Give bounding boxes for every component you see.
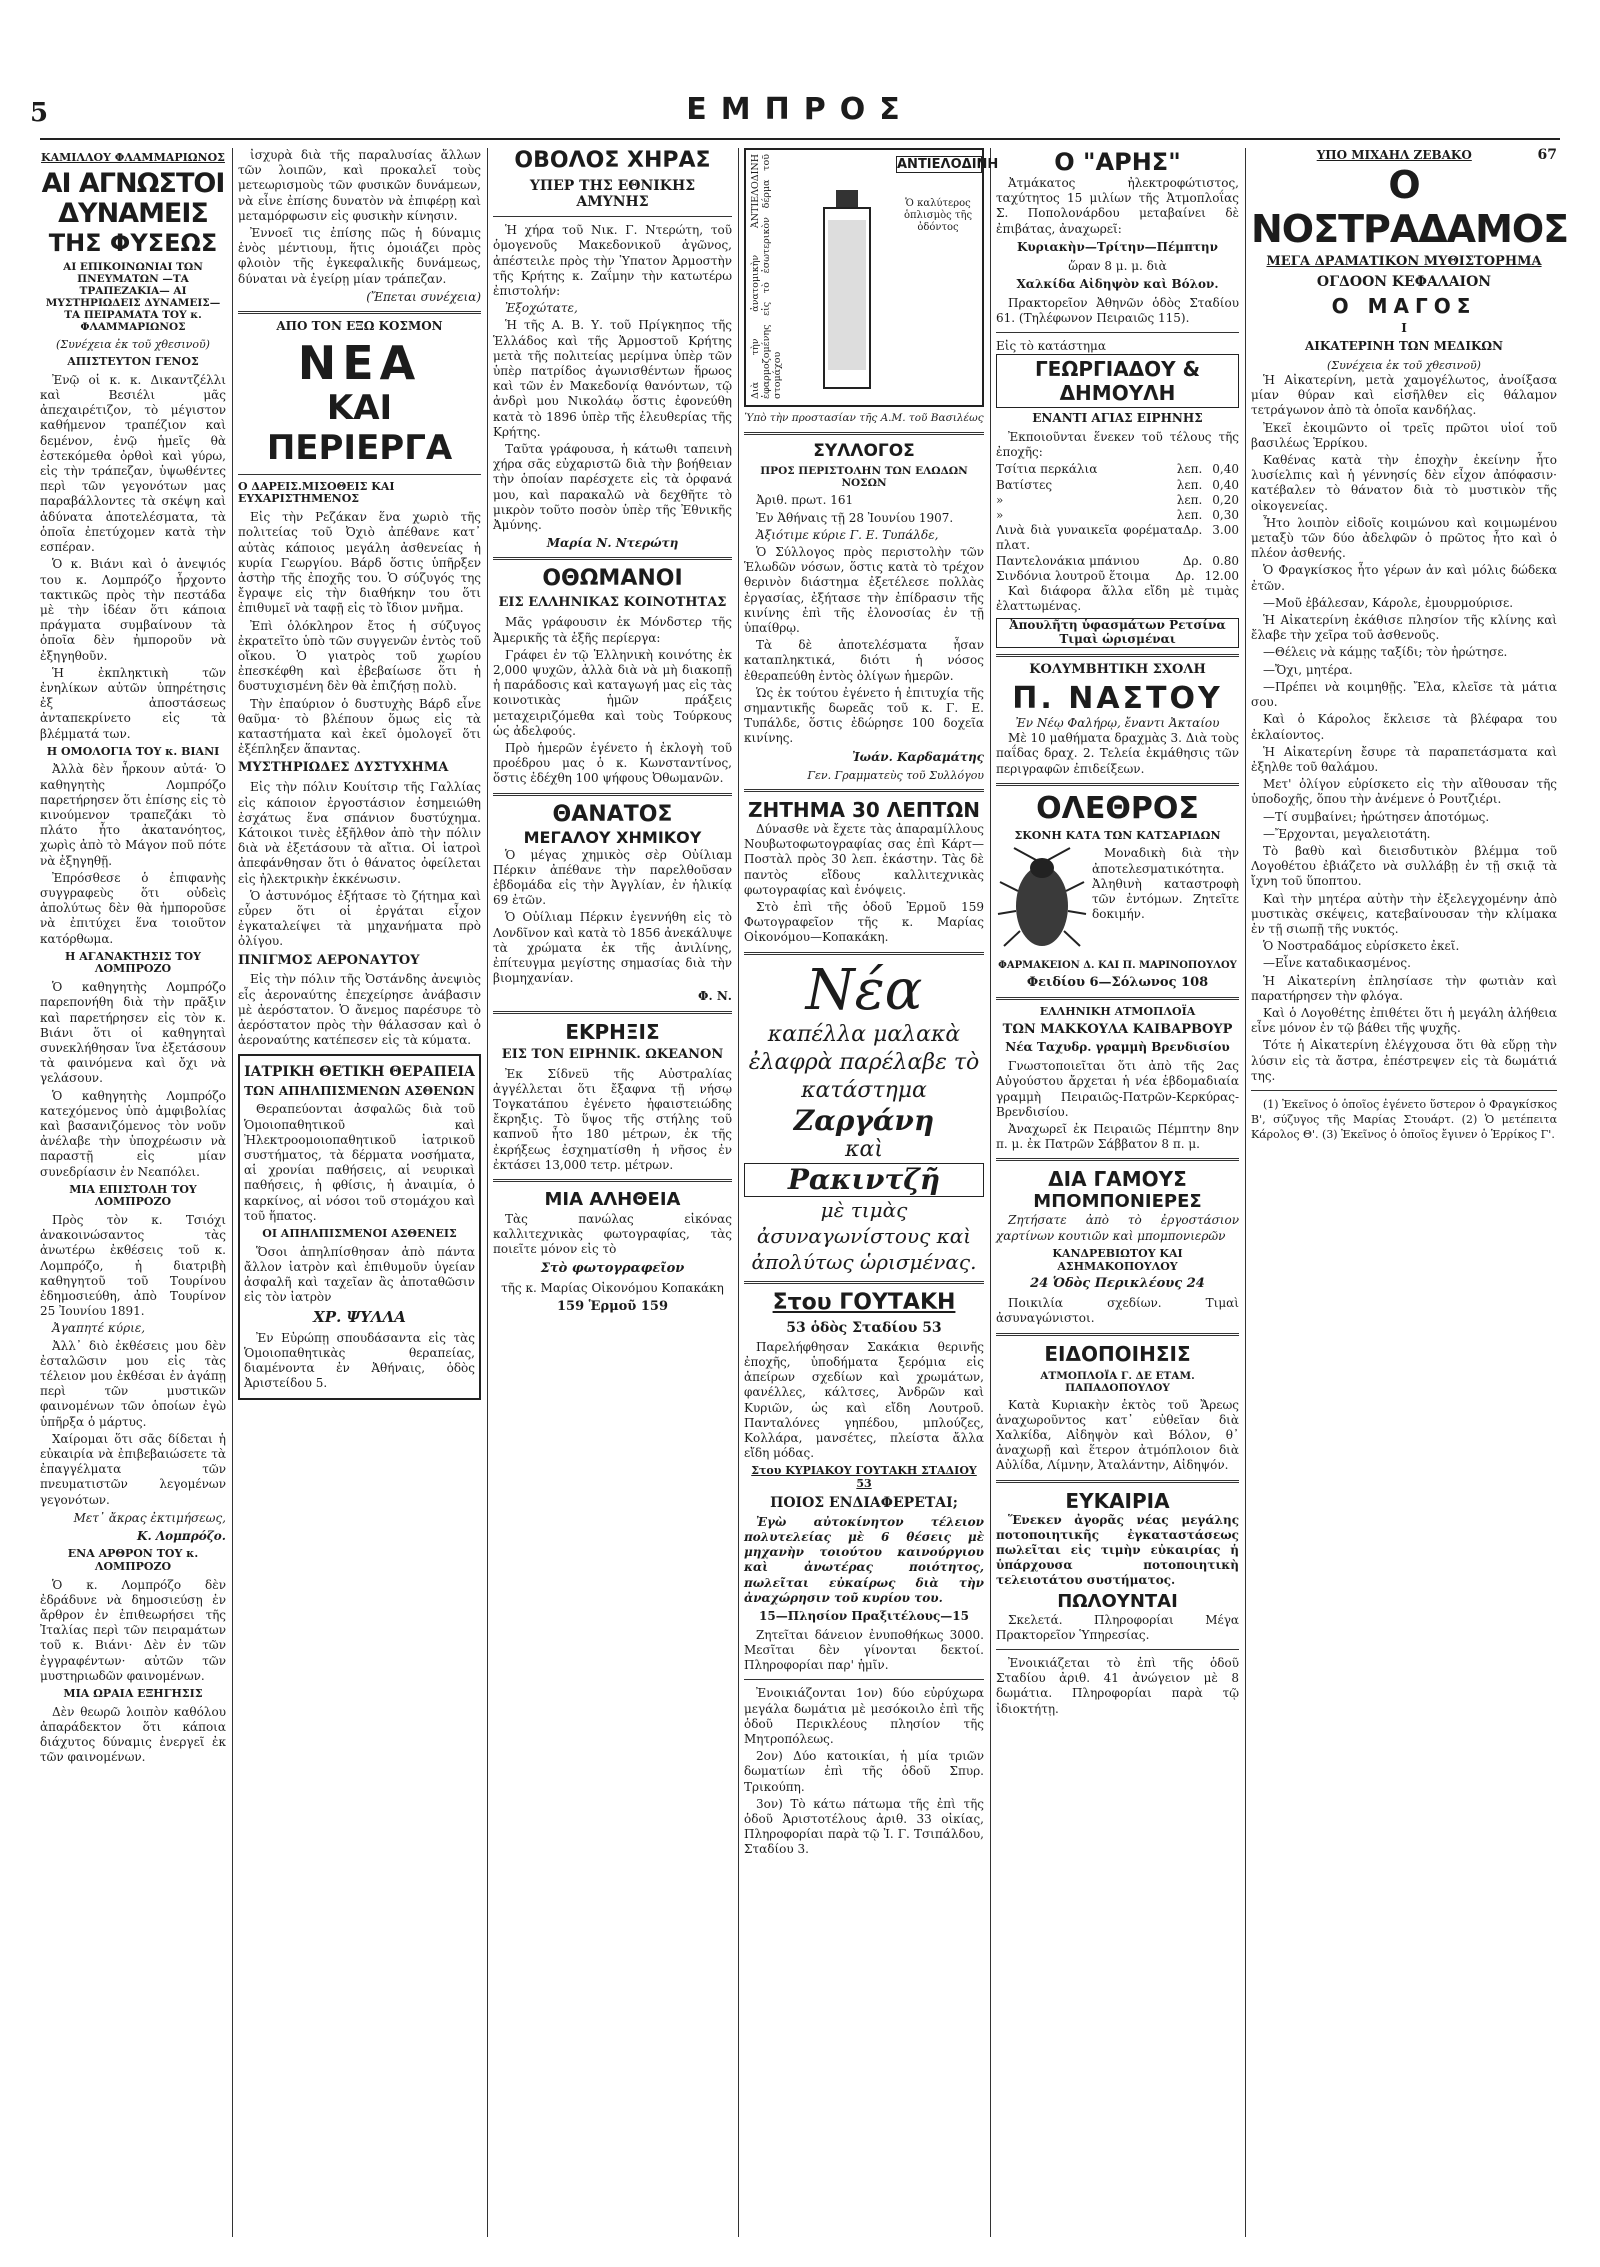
homeopathy-advert bbox=[238, 1054, 481, 1399]
swim-school-name: Π. ΝΑΣΤΟΥ bbox=[1012, 680, 1223, 716]
paragraph: Ἀλλὰ δὲν ἦρκουν αὐτά· Ὁ καθηγητὴς Λομπρόζο παρετήρησεν ὅτι ἐπίσης εἰς τὸ κινούμενον τραπεζάκι τὸ πλάτο ἦτο ἀκατανόητος, χωρὶς ἀπὸ τὸ Μάγον ποῦ πότε νὰ ἐξηγηθῇ. bbox=[40, 762, 226, 868]
paragraph: Ὁ Φραγκίσκος ἦτο γέρων ἀν καὶ μόλις δώδεκα ἐτῶν. bbox=[1251, 563, 1557, 593]
column-2-news bbox=[238, 148, 481, 2237]
pharmacy-name: ΦΑΡΜΑΚΕΙΟΝ Δ. ΚΑΙ Π. ΜΑΡΙΝΟΠΟΥΛΟΥ bbox=[998, 960, 1237, 972]
paragraph: Ἐνῷ οἱ κ. κ. Δικαντζέλλι καὶ Βεσιέλι μᾶς ἀπεχαιρέτιζον, τὸ μέγιστον καθήμενον τραπέζιον καὶ δεμένον, ἐνῷ ἡμεῖς θὰ ἐστεκόμεθα ὀρθοὶ καὶ γύρω, εἰς τὴν τράπεζαν, ὑψωθέντες περὶ τῶν γεγονότων μας παραβάλλοντες τὰ σκέψη καὶ ἀδύνατα ἀποτελέσματα, τὰ ὁποῖα ἐπετύχομεν κατὰ τὴν εσπέραν. bbox=[40, 372, 226, 555]
advert-text: Στὸ ἐπὶ τῆς ὁδοῦ Ἑρμοῦ 159 Φωτογραφεῖον τῆς κ. Μαρίας Οἰκονόμου—Κοπακάκη. bbox=[744, 900, 984, 945]
paragraph: Εἰς τὴν πόλιν Κουίτσιρ τῆς Γαλλίας εἰς κάποιον ἐργοστάσιον ἐσημειώθη ἐσχάτως ἕνα σπάνιον δυστύχημα. Κάτοικοι τινὲς ἐξῆλθον ἀπὸ τὴν πόλιν διὰ νὰ ἐξετάσουν τὰ αἴτια. Οἱ ἰατροὶ ἀπεφάνθησαν ὅτι ὁ θάνατος ὀφείλεται εἰς ἠλεκτρικὴν ἐκκένωσιν. bbox=[238, 780, 481, 886]
serial-header bbox=[1251, 148, 1557, 163]
section-heading: ΑΠΙΣΤΕΥΤΟΝ ΓΕΝΟΣ bbox=[67, 355, 199, 369]
store-location: ΕΝΑΝΤΙ ΑΓΙΑΣ ΕΙΡΗΝΗΣ bbox=[1032, 411, 1203, 426]
advert-address: 159 Ἑρμοῦ 159 bbox=[557, 1298, 668, 1314]
paragraph: Ὁ Οὐίλιαμ Πέρκιν ἐγεννήθη εἰς τὸ Λονδῖνον καὶ κατὰ τὸ 1856 ἀνεκάλυψε τὰ χρώματα ἐκ τῆς ἀνιλίνης, ἐπίτευγμα μεγίστης σημασίας διὰ τὴν βιομηχανίαν. bbox=[493, 910, 732, 986]
paragraph: Πρὸ ἡμερῶν ἐγένετο ἡ ἐκλογὴ τοῦ προέδρου μας ὁ κ. Κωνσταντίνος, ὅστις ἐδέχθη 100 ψήφους Ὀθωμανῶν. bbox=[493, 741, 732, 786]
section-title-periergas: ΚΑΙ ΠΕΡΙΕΡΓΑ bbox=[266, 387, 453, 468]
page-number: 5 bbox=[30, 98, 49, 128]
paragraph: Ἡ Αἰκατερίνη ἐκάθισε πλησίον τῆς κλίνης καὶ ἔλαβε τὴν χεῖρα τοῦ ἀσθενοῦς. bbox=[1251, 613, 1557, 643]
column-divider bbox=[738, 148, 739, 2237]
divider bbox=[493, 1011, 732, 1014]
advert-subheading: ΤΩΝ ΑΠΗΛΠΙΣΜΕΝΩΝ ΑΣΘΕΝΩΝ bbox=[244, 1083, 475, 1098]
line-kicker: ΕΛΛΗΝΙΚΗ ΑΤΜΟΠΛΟΪΑ bbox=[1039, 1004, 1196, 1018]
destinations: Χαλκίδα Αἰδηψὸν καὶ Βόλον. bbox=[1016, 276, 1219, 291]
serial-title: Ο ΝΟΣΤΡΑΔΑΜΟΣ bbox=[1251, 163, 1569, 252]
paragraph: —Εἶνε καταδικασμένος. bbox=[1263, 956, 1411, 971]
section-heading: ΕΝΑ ΑΡΘΡΟΝ ΤΟΥ κ. ΛΟΜΠΡΟΖΟ bbox=[67, 1547, 199, 1573]
paragraph: Τὰ δὲ ἀποτελέσματα ἦσαν καταπληκτικά, διότι ἡ νόσος ἐθεραπεύθη ἐντὸς ὀλίγων ἡμερῶν. bbox=[744, 638, 984, 683]
opportunity-title: ΕΥΚΑΙΡΙΑ bbox=[1065, 1488, 1170, 1513]
price-item: Λινὰ διὰ γυναικεῖα φορέματα πλατ. bbox=[996, 523, 1183, 553]
column-divider bbox=[990, 148, 991, 2237]
medicine-bottle-icon bbox=[812, 190, 892, 390]
price-row bbox=[996, 554, 1239, 569]
advert-address: 53 ὁδὸς Σταδίου 53 bbox=[786, 1319, 942, 1336]
price-value: 12.00 bbox=[1204, 568, 1239, 583]
price-list bbox=[996, 462, 1239, 584]
salutation: Ἀξιότιμε κύριε Γ. Ε. Τυπάλδε, bbox=[756, 527, 939, 542]
factory-name: ΚΑΝΔΡΕΒΙΩΤΟΥ ΚΑΙ ΑΣΗΜΑΚΟΠΟΥΛΟΥ bbox=[1052, 1246, 1183, 1273]
cockroach-icon bbox=[996, 846, 1088, 956]
hats-advert-title: Νέα bbox=[805, 957, 923, 1023]
serial-number: 67 bbox=[1537, 147, 1557, 163]
price-unit: λεπ. bbox=[1176, 477, 1203, 492]
paragraph: Ἀλλ᾽ διὸ ἐκθέσεις μου δὲν ἐσταλῶσιν μου εἰς τὰς τέλειον μου ἐκθέσαι ἐν ἀγάπῃ περὶ τῶν μυστικῶν φαινομένων τῶν ὁποίων ἐγὼ ὑπῆρξα ὁ μάρτυς. bbox=[40, 1338, 226, 1429]
paragraph: Ἡ τῆς Α. Β. Υ. τοῦ Πρίγκηπος τῆς Ἑλλάδος καὶ τῆς Ἁρμοστοῦ Κρήτης μετὰ τῆς πολιτείας μερίμνα ὑπὲρ τῶν ὑπὲρ πατρίδος ἀγωνισθέντων ἥρωος καὶ τῶν ἐν Μακεδονίᾳ θανόντων, τῷ ἀνδρὶ μου Νικολάῳ ὅστις ἐφονεύθη κατὰ τὸ 1896 ὑπὲρ τῆς ἐλευθερίας τῆς Κρήτης. bbox=[493, 318, 732, 439]
advert-kicker: Εἰς τὸ κατάστημα bbox=[996, 339, 1106, 354]
paragraph: Ὁ καθηγητὴς Λομπρόζο παρεπονήθη διὰ τὴν πρᾶξιν καὶ παρετήρησεν εἰς τὸν κ. Βιάνι ὅτι οἱ καθηγηταὶ συνεκλήθησαν ἵνα ἐξετάσουν τὰ φαινόμενα καὶ ὄχι νὰ γελάσουν. bbox=[40, 980, 226, 1086]
paragraph: Ταῦτα γράφουσα, ἡ κάτωθι ταπεινὴ χήρα σᾶς εὐχαριστῶ διὰ τὴν βοήθειαν τὴν ὁποίαν παρέσχετε εἰς τὰ ὀρφανά μου, καὶ παρακαλῶ νὰ δεχθῆτε τὸ μικρὸν τοῦτο ποσὸν ὑπὲρ τῆς Ἐθνικῆς Ἀμύνης. bbox=[493, 442, 732, 533]
letter-closing: Μετ᾽ ἄκρας ἐκτιμήσεως, bbox=[73, 1510, 226, 1525]
paragraph: Μᾶς γράφουσιν ἐκ Μόνδστερ τῆς Ἀμερικῆς τὰ ἑξῆς περίεργα: bbox=[493, 615, 732, 645]
salutation: Ἀγαπητέ κύριε, bbox=[52, 1321, 146, 1336]
paragraph: Ὡς ἐκ τούτου ἐγένετο ἡ ἐπιτυχία τῆς σημαντικῆς δωρεᾶς τοῦ κ. Γ. Ε. Τυπάλδε, ὅστις ἐδώρησε 100 δοχεῖα κινίνης. bbox=[744, 685, 984, 746]
factory-address: 24 Ὁδὸς Περικλέους 24 bbox=[1030, 1276, 1205, 1292]
divider bbox=[1251, 1090, 1557, 1091]
paragraph: Τὸ βαθὺ καὶ διεισδυτικὸν βλέμμα τοῦ Λογοθέτου ἐβιάζετο νὰ συλλάβῃ ἐν τῇ σκιᾷ τὰ ἴχνη τοῦ ὕποπτου. bbox=[1251, 843, 1557, 889]
price-value: 0,40 bbox=[1212, 477, 1239, 492]
divider bbox=[744, 432, 984, 435]
signature: Φ. Ν. bbox=[698, 989, 732, 1004]
paragraph: —Ὄχι, μητέρα. bbox=[1263, 662, 1353, 677]
article-title: ΕΚΡΗΞΙΣ bbox=[565, 1019, 660, 1044]
advert-text: Ἕνεκεν ἀγορᾶς νέας μεγάλης ποτοποιητικῆς ἐγκαταστάσεως πωλεῖται εἰς τιμὴν εὐκαιρίας ἡ ὑπάρχουσα ποτοποιητικὴ τελειοτάτου συστήματος. bbox=[996, 1512, 1239, 1588]
advert-text: Ἐκποιοῦνται ἕνεκεν τοῦ τέλους τῆς ἐποχῆς: bbox=[996, 430, 1239, 460]
column-divider bbox=[232, 148, 233, 2237]
price-item: Βατίστες bbox=[996, 477, 1053, 492]
signature: Ἰωάν. Καρδαμάτης bbox=[852, 749, 984, 764]
paragraph: Τὰς πανώλας εἰκόνας καλλιτεχνικὰς φωτογραφίας, τὰς ποιεῖτε μόνον εἰς τὸ bbox=[493, 1212, 732, 1257]
letter-date: Ἐν Ἀθήναις τῇ 28 Ἰουνίου 1907. bbox=[756, 510, 954, 525]
section-heading: Η ΑΓΑΝΑΚΤΗΣΙΣ ΤΟΥ ΛΟΜΠΡΟΖΟ bbox=[65, 949, 201, 976]
chapter-subtitle: ΑΙΚΑΤΕΡΙΝΗ ΤΩΝ ΜΕΔΙΚΩΝ bbox=[1304, 339, 1504, 354]
article-title-2: ΤΗΣ ΦΥΣΕΩΣ bbox=[48, 228, 218, 257]
article-title: ΑΙ ΑΓΝΩΣΤΟΙ ΔΥΝΑΜΕΙΣ bbox=[41, 167, 225, 229]
paragraph: Ἐκεῖ ἐκοιμῶντο οἱ τρεῖς πρῶτοι υἱοί τοῦ βασιλέως Ἑρρίκου. bbox=[1251, 420, 1557, 450]
paragraph: Ἐκ Σίδνεϋ τῆς Αὐστραλίας ἀγγέλλεται ὅτι ἔξαφνα τῇ νήσῳ Τογκατάπου ἐγένετο ἡφαιστειώδης ἔκρηξις. Τὸ ὕψος τῆς στήλης τοῦ καπνοῦ ἦτο 180 μέτρων, ἐκ τῆς ἐκρήξεως ἐσχηματίσθη ἡ νῆσος ἐν ἐκτάσει 13,000 τετρ. μέτρων. bbox=[493, 1066, 732, 1172]
divider bbox=[996, 783, 1239, 786]
advert-text: Θεραπεύονται ἀσφαλῶς διὰ τοῦ Ὁμοιοπαθητικοῦ καὶ Ἠλεκτροομοιοπαθητικοῦ ἰατρικοῦ συστήματος, τὰ δέρματα νοσήματα, αἱ χρονίαι παθήσεις, αἱ νευρικαὶ παθήσεις, ἡ φθίσις, ἡ ἀναιμία, ὁ καρκίνος, αἱ νόσοι τοῦ στομάχου καὶ τοῦ ἥπατος. bbox=[244, 1102, 475, 1223]
paragraph: Μετ' ὀλίγον εὑρίσκετο εἰς τὴν αἴθουσαν τῆς ὑποδοχῆς, ὅπου τὴν ἀνέμενε ὁ Ρουτζιέρι. bbox=[1251, 777, 1557, 807]
price-row bbox=[996, 462, 1239, 477]
paragraph: Καθένας κατὰ τὴν ἐποχὴν ἐκείνην ἦτο λυσίελπις καὶ ἡ γέννησίς δὲν εἶχον ἀπόφασιν· κατέβαλεν τὸ θάνατον διὰ τὸ μυστικὸν τῆς οἰκογενείας. bbox=[1251, 453, 1557, 513]
advert-text: Ἐγὼ αὐτοκίνητον τέλειον πολυτελείας μὲ 6 θέσεις μὲ μηχανὴν τοιούτου καινούργιου καὶ ἀνωτέρας ποιότητος, πωλεῖται εὐκαίρως διὰ τὴν ἀναχώρησιν τοῦ κυρίου του. bbox=[744, 1514, 984, 1605]
store-title: ΓΕΩΡΓΙΑΔΟΥ & ΔΗΜΟΥΛΗ bbox=[996, 354, 1239, 408]
footnotes: (1) Ἐκεῖνος ὁ ὁποῖος ἐγένετο ὕστερον ὁ Φραγκίσκος Β', σύζυγος τῆς Μαρίας Στουάρτ. (2) Ὁ μετέπειτα Κάρολος Θ'. (3) Ἐκεῖνος ὁ ὁποῖος ἔγινεν ὁ Ἑρρίκος Γ'. bbox=[1251, 1097, 1557, 1142]
notice-title: ΕΙΔΟΠΟΙΗΣΙΣ bbox=[1044, 1341, 1191, 1366]
hats-advert-text: καπέλλα μαλακὰ ἐλαφρὰ παρέλαβε τὸ κατάστημα bbox=[748, 1021, 980, 1103]
column-divider bbox=[487, 148, 488, 2237]
column-4-adverts bbox=[744, 148, 999, 2237]
masthead: ΕΜΠΡΟΣ bbox=[686, 92, 914, 127]
column-divider bbox=[1245, 148, 1246, 2237]
price-row bbox=[996, 478, 1239, 493]
divider bbox=[996, 997, 1239, 1000]
news-heading: Ο ΔΑΡΕΙΣ.ΜΙΣΟΘΕΙΣ ΚΑΙ ΕΥΧΑΡΙΣΤΗΜΕΝΟΣ bbox=[238, 479, 395, 506]
advert-subheading: ΟΙ ΑΠΗΛΠΙΣΜΕΝΟΙ ΑΣΘΕΝΕΙΣ bbox=[262, 1227, 457, 1240]
price-value: 3.00 bbox=[1212, 523, 1239, 538]
paragraph: Καὶ τὴν μητέρα αὐτὴν τὴν ἐξελεγχομένην ἀπὸ μυστικὰς σκέψεις, κατεβαίνουσαν τὴν κλίμακα ἐν τῇ σιωπῇ τῆς νυκτός. bbox=[1251, 891, 1557, 936]
byline: ΚΑΜΙΛΛΟΥ ΦΛΑΜΜΑΡΙΩΝΟΣ bbox=[41, 151, 225, 164]
advert-text: Ζητεῖται δάνειον ἐνυποθήκως 3000. Μεσῖται δὲν γίνονται δεκτοί. Πληροφορίαι παρ' ἡμῖν. bbox=[744, 1627, 984, 1673]
advert-heading: ΙΑΤΡΙΚΗ ΘΕΤΙΚΗ ΘΕΡΑΠΕΙΑ bbox=[244, 1064, 475, 1081]
news-heading: ΠΝΙΓΜΟΣ ΑΕΡΟΝΑΥΤΟΥ bbox=[238, 952, 420, 968]
paragraph: —Μοῦ ἐβάλεσαν, Κάρολε, ἐμουρμούρισε. bbox=[1263, 595, 1514, 610]
advert-title: ΖΗΤΗΜΑ 30 ΛΕΠΤΩΝ bbox=[747, 797, 981, 822]
advert-text: Σκελετά. Πληροφορίαι Μέγα Πρακτορεῖον Ὑπηρεσίας. bbox=[996, 1612, 1239, 1642]
antielodini-advert bbox=[744, 148, 999, 407]
divider bbox=[744, 1281, 984, 1284]
paragraph: Ἡ Αἰκατερίνη ἔσυρε τὰ παραπετάσματα καὶ ἐξηλθε τοῦ θαλάμου. bbox=[1251, 744, 1557, 774]
price-unit: Δρ. bbox=[1182, 553, 1203, 568]
sailing-days: Κυριακὴν—Τρίτην—Πέμπτην bbox=[1017, 239, 1218, 254]
article-subtitle: ΜΕΓΑΛΟΥ ΧΗΜΙΚΟΥ bbox=[523, 827, 702, 847]
divider bbox=[493, 557, 732, 560]
price-row bbox=[996, 508, 1239, 523]
advert-text: Καὶ διάφορα ἄλλα εἴδη μὲ τιμὰς ἐλαττωμένας. bbox=[996, 584, 1239, 614]
article-subtitle: ΥΠΕΡ ΤΗΣ ΕΘΝΙΚΗΣ ΑΜΥΝΗΣ bbox=[529, 178, 696, 211]
for-sale-title: ΠΩΛΟΥΝΤΑΙ bbox=[1057, 1590, 1178, 1612]
advert-text: Πρακτορεῖον Ἀθηνῶν ὁδὸς Σταδίου 61. (Τηλέφωνον Πειραιῶς 115). bbox=[996, 295, 1239, 325]
advert-text: Ποικιλία σχεδίων. Τιμαὶ ἀσυναγώνιστοι. bbox=[996, 1296, 1239, 1326]
advert-title: ΠΟΙΟΣ ΕΝΔΙΑΦΕΡΕΤΑΙ; bbox=[770, 1494, 958, 1511]
price-row bbox=[996, 523, 1239, 553]
divider bbox=[493, 216, 732, 217]
article-subtitle: ΕΙΣ ΤΟΝ ΕΙΡΗΝΙΚ. ΩΚΕΑΝΟΝ bbox=[501, 1046, 724, 1062]
price-unit: Δρ. bbox=[1182, 523, 1203, 538]
column-3-articles bbox=[493, 148, 732, 2237]
paragraph: Ὁ Σύλλογος πρὸς περιστολὴν τῶν Ἑλωδῶν νόσων, ὅστις κατὰ τὸ τρέχον θερινὸν διάστημα ἐξετέλεσε πολλὰς ἐργασίας, ἐξήτασε τὴν ἐπίδρασιν τῆς κινίνης ἐπὶ τῆς ἐλονοσίας ἐν τῇ ὑπαίθρῳ. bbox=[744, 544, 984, 635]
section-heading: Η ΟΜΟΛΟΓΙΑ ΤΟΥ κ. ΒΙΑΝΙ bbox=[46, 744, 220, 758]
price-item: Σινδόνια λουτροῦ ἕτοιμα bbox=[996, 568, 1150, 583]
price-value: 0,30 bbox=[1212, 508, 1239, 523]
oleuthros-body bbox=[996, 846, 1239, 956]
article-title: ΟΒΟΛΟΣ ΧΗΡΑΣ bbox=[514, 148, 711, 173]
section-heading: ΜΙΑ ΩΡΑΙΑ ΕΞΗΓΗΣΙΣ bbox=[63, 1686, 203, 1700]
wedding-subtitle: ΜΠΟΜΠΟΝΙΕΡΕΣ bbox=[1033, 1191, 1202, 1213]
paragraph: ἰσχυρὰ διὰ τῆς παραλυσίας ἄλλων τῶν λοιπῶν, καὶ προκαλεῖ τοὺς μετεωρισμοὺς τῶν φυσικῶν δυνάμεων, νὰ εἶνε ἐπίσης δυνατὸν νὰ ἐπιφέρῃ καὶ μεταμόρφωσιν εἰς φυσικὴν κίνησιν. bbox=[238, 148, 481, 223]
price-unit: λεπ. bbox=[1176, 508, 1203, 523]
paragraph: Εἰς τὴν Ρεζάκαν ἕνα χωριὸ τῆς πολιτείας τοῦ Ὀχιὸ ἀπέθανε κατ᾽ αὐτὰς κάποιος μεγάλη ἀσθενείας ἡ κυρία Γεωργίου. Βάρδ ὅστις ὑπῆρξεν ἀστὴρ τῆς ἐποχῆς του. Ὁ σύζυγός της ἔγραψε εἰς τὴν διαθήκην του ὅτι ἐπιθυμεῖ νὰ ταφῇ εἰς τὸ ἴδιον μνῆμα. bbox=[238, 510, 481, 616]
price-unit: λεπ. bbox=[1176, 462, 1203, 477]
paragraph: Ἡ Αἰκατερίνη ἐπλησίασε τὴν φωτιὰν καὶ παρατήρησεν τὴν φλόγα. bbox=[1251, 973, 1557, 1003]
paragraph: Τότε ἡ Αἰκατερίνη ἐλέγχουσα ὅτι θὰ εὕρῃ τὴν λύσιν εἰς τὰ ἄστρα, ἐπέστρεψεν εἰς τὰ δωμάτιά της. bbox=[1251, 1038, 1557, 1083]
hats-advert-and: καὶ bbox=[845, 1136, 883, 1162]
protocol-number: Ἀριθ. πρωτ. 161 bbox=[756, 493, 854, 508]
signature-role: Γεν. Γραμματεὺς τοῦ Συλλόγου bbox=[807, 768, 984, 782]
divider bbox=[744, 789, 984, 792]
paragraph: Δὲν θεωρῶ λοιπὸν καθόλου ἀπαράδεκτον ὅτι κάποια διάχυτος δύναμις ἐνεργεῖ ἐκ τῶν φαινομένων. bbox=[40, 1704, 226, 1765]
column-1-flammarion bbox=[40, 148, 226, 2237]
hats-advert-text: μὲ τιμὰς ἀσυναγωνίστους καὶ ἀπολύτως ὡρισμένας. bbox=[751, 1197, 977, 1274]
salutation: Ἐξοχώτατε, bbox=[505, 301, 578, 316]
section-kicker: ΑΠΟ ΤΟΝ ΕΞΩ ΚΟΣΜΟΝ bbox=[276, 319, 443, 334]
paragraph: Πρὸς τὸν κ. Τσιόχι ἀνακοινώσαντος τὰς ἀνωτέρω ἐκθέσεις τοῦ κ. Λομπρόζο, ἡ διατριβὴ καθηγητοῦ τοῦ Τουρίνου ἐδημοσιεύθη, ἀπὸ Τουρίνον 25 Ἰουνίου 1891. bbox=[40, 1213, 226, 1319]
notice-subtitle: ΑΤΜΟΠΛΟΪΑ Γ. ΔΕ ΕΤΑΜ. ΠΑΠΑΔΟΠΟΥΛΟΥ bbox=[1040, 1369, 1195, 1394]
paragraph: Ἐννοεῖ τις ἐπίσης πῶς ἡ δύναμις ἑνὸς μέντιουμ, ἥτις ὁμοιάζει πρὸς φλοιὸν τῆς ἐγκεφαλικῆς δυνάμεως, δύναται νὰ ἐγείρῃ μίαν τράπεζαν. bbox=[238, 226, 481, 286]
paragraph: —Ἔρχονται, μεγαλειοτάτη. bbox=[1263, 826, 1431, 841]
price-row bbox=[996, 493, 1239, 508]
chapter-label: ΟΓΔΟΟΝ ΚΕΦΑΛΑΙΟΝ bbox=[1316, 274, 1492, 291]
divider bbox=[493, 793, 732, 796]
price-item: Τσίτια περκάλια bbox=[996, 462, 1098, 477]
divider bbox=[996, 1333, 1239, 1336]
chapter-title: Ο ΜΑΓΟΣ bbox=[1331, 294, 1477, 319]
article-title: ΣΥΛΛΟΓΟΣ bbox=[813, 441, 915, 462]
price-item: » bbox=[996, 508, 1004, 523]
advert-text: Ἐνοικιάζονται 1ον) δύο εὐρύχωρα μεγάλα δωμάτια μὲ μεσόκοιλο ἐπὶ τῆς ὁδοῦ Περικλέους πλησίον τῆς Μητροπόλεως. bbox=[744, 1686, 984, 1746]
advert-text: 2ον) Δύο κατοικίαι, ἡ μία τριῶν δωματίων ἐπὶ τῆς ὁδοῦ Σπυρ. Τρικούπη. bbox=[744, 1749, 984, 1794]
article-subtitle: ΕΙΣ ΕΛΛΗΝΙΚΑΣ ΚΟΙΝΟΤΗΤΑΣ bbox=[498, 595, 727, 611]
advert-text: Παρελήφθησαν Σακάκια θερινῆς ἐποχῆς, ὑποδήματα ξερόμια εἰς ἀπείρων σχεδίων καὶ χρωμάτων, φανέλλες, κάλτσες, Ἀνδρῶν καὶ Κυριῶν, ὡς καὶ εἴδη Λουτροῦ. Πανταλόνες γηπέδου, μπλούζες, Κολλάρα, μανσέτες, πλείστα ἄλλα εἴδη μόδας. bbox=[744, 1339, 984, 1461]
divider bbox=[238, 311, 481, 314]
paragraph: Ἦτο λοιπὸν εἰδοῖς κοιμώνου καὶ κοιμωμένου μεταξὺ τῶν δύο ἀδελφῶν ὁ πρῶτος ἦτο καὶ ὁ πλέον ἀσθενής. bbox=[1251, 515, 1557, 561]
advert-text: Κατὰ Κυριακὴν ἐκτὸς τοῦ Ἄρεως ἀναχωροῦντος κατ᾽ εὐθεῖαν διὰ Χαλκίδα, Αἰδηψὸν καὶ Βόλον, θ᾽ ἀναχωρῇ καὶ ἕτερον ἀτμόπλοιον διὰ Αὐλίδα, Λίμνην, Ἀταλάντην, Αἰδηψόν. bbox=[996, 1397, 1239, 1473]
line-title: ΤΩΝ ΜΑΚΚΟΥΛΑ ΚΑΙΒΑΡΒΟΥΡ bbox=[1002, 1021, 1233, 1037]
divider bbox=[744, 1679, 984, 1680]
divider bbox=[996, 1649, 1239, 1650]
paragraph: Ἐπρόσθεσε ὁ ἐπιφανὴς συγγραφεὺς ὅτι οὐδεὶς ἀπολύτως δὲν θὰ ἠμποροῦσε νὰ ἐπιτύχει ἕνα τοιοῦτον κατόρθωμα. bbox=[40, 870, 226, 946]
advert-vertical-text: Διὰ τὴν ἀνατομικὴν ἈΝΤΙΕΛΟΔΙΝΗ ἐφαρμοζομένης εἰς τὸ ἐσωτερικὸν δέρμα τοῦ στομάχου bbox=[750, 154, 783, 399]
price-value: 0,40 bbox=[1212, 462, 1239, 477]
paragraph: Ἐπὶ ὁλόκληρον ἔτος ἡ σύζυγος ἐκρατεῖτο ὑπὸ τῶν συγγενῶν ἐντὸς τοῦ οἴκου. Ὁ γιατρὸς τοῦ χωρίου ἐπεσκέφθη καὶ ἐβεβαίωσε ὅτι ἡ δυστυχισμένη δὲν θὰ ἐπιζήσῃ πολὺ. bbox=[238, 618, 481, 694]
paragraph: Εἰς τὴν πόλιν τῆς Ὀστάνδης ἀνεψιὸς εἷς ἀεροναύτης ἐπεχείρησε ἀνάβασιν μὲ ἀερόστατον. Ὁ ἄνεμος παρέσυρε τὸ ἀερόστατον πρὸς τὴν θάλασσαν καὶ ὁ ἀεροναύτης κατέπεσεν εἰς τὰ κύματα. bbox=[238, 972, 481, 1048]
price-item: » bbox=[996, 492, 1004, 507]
oleuthros-title: ΟΛΕΘΡΟΣ bbox=[1036, 790, 1199, 826]
sailing-time: ὥραν 8 μ. μ. διὰ bbox=[1068, 258, 1167, 273]
paragraph: Καὶ ὁ Λογοθέτης ἐπιθέτει ὅτι ἡ μεγάλη ἀλήθεια εἶνε μόνον ἐν τῷ βάθει τῆς ψυχῆς. bbox=[1251, 1005, 1557, 1036]
divider bbox=[493, 1179, 732, 1182]
masthead-rule bbox=[40, 138, 1560, 140]
to-be-continued: (Ἔπεται συνέχεια) bbox=[366, 289, 481, 304]
doctor-name: ΧΡ. ΨΥΛΛΑ bbox=[313, 1308, 406, 1327]
paragraph: Τὴν ἐπαύριον ὁ δυστυχὴς Βάρδ εἶνε θαῦμα· τὸ βλέπουν ὅμως εἰς τὰ καταστήματα καὶ ἐκεῖ ὁμολογεῖ ὅτι ἐξέπληξεν ἅπαντας. bbox=[238, 696, 481, 757]
advert-address: Στου ΚΥΡΙΑΚΟΥ ΓΟΥΤΑΚΗ ΣΤΑΔΙΟΥ 53 bbox=[751, 1464, 977, 1490]
advert-text: Ἐν Εὐρώπῃ σπουδάσαντα εἰς τὰς Ὁμοιοπαθητικὰς θεραπείας, διαμένοντα ἐν Ἀθήναις, ὁδὸς Ἀριστείδου 5. bbox=[244, 1330, 475, 1391]
article-title: ΘΑΝΑΤΟΣ bbox=[552, 801, 673, 827]
advert-footnote: Ὑπὸ τὴν προστασίαν τῆς Α.Μ. τοῦ Βασιλέως bbox=[744, 412, 984, 424]
paragraph: Ἡ ἐκπληκτικὴ τῶν ἐνηλίκων αὐτῶν ὑπηρέτησις ἐξ ἀποστάσεως ἀνταπεκρίνετο εἰς τὰ βλέμματά των. bbox=[40, 665, 226, 741]
oleuthros-subtitle: ΣΚΟΝΗ ΚΑΤΑ ΤΩΝ ΚΑΤΣΑΡΙΔΩΝ bbox=[1014, 828, 1221, 842]
advert-text: Δύνασθε νὰ ἔχετε τὰς ἀπαραμίλλους Νουβωτοφωτογραφίας σας ἐπὶ Κάρτ—Ποστὰλ πρὸς 30 λεπ. ἑκάστην. Τὰς δὲ παντὸς εἴδους καλλιτεχνικὰς φωτογραφίας καὶ ἐνόψεις. bbox=[744, 821, 984, 897]
swim-school-location: Ἐν Νέῳ Φαλήρῳ, ἔναντι Ἀκταίου bbox=[1015, 715, 1220, 730]
store-name: Ζαργάνη bbox=[793, 1103, 935, 1137]
advert-line: Στὸ φωτογραφεῖον bbox=[540, 1260, 685, 1276]
ares-advert-title: Ο "ΑΡΗΣ" bbox=[1054, 148, 1181, 176]
serial-byline: ΥΠΟ ΜΙΧΑΗΛ ΖΕΒΑΚΟ bbox=[1316, 148, 1472, 162]
store-name: Ρακιντζῆ bbox=[744, 1163, 984, 1197]
advert-text: Μοναδικὴ διὰ τὴν ἀποτελεσματικότητα. Ἀληθινὴ καταστροφὴ τῶν ἐντόμων. Ζητεῖτε δοκιμήν. bbox=[1092, 846, 1239, 922]
advert-text: Γνωστοποιεῖται ὅτι ἀπὸ τῆς 2ας Αὐγούστου ἄρχεται ἡ νέα ἑβδομαδιαία γραμμὴ Πειραιῶς-Πατρῶν-Κερκύρας-Βρενδισίου. bbox=[996, 1059, 1239, 1119]
paragraph: Ὁ καθηγητὴς Λομπρόζο κατεχόμενος ὑπὸ ἀμφιβολίας καὶ βασανιζόμενος τὸν νοῦν ἀνέλαβε τὴν ὑποχρέωσιν νὰ παραστῇ εἰς μίαν συνεδρίασιν ἐν Νεαπόλει. bbox=[40, 1088, 226, 1179]
divider bbox=[996, 654, 1239, 657]
advert-title: Στου ΓΟΥΤΑΚΗ bbox=[772, 1289, 956, 1315]
serial-subtitle: ΜΕΓΑ ΔΡΑΜΑΤΙΚΟΝ ΜΥΘΙΣΤΟΡΗΜΑ bbox=[1266, 254, 1542, 270]
paragraph: Ὁ μέγας χημικὸς σὲρ Οὐίλιαμ Πέρκιν ἀπέθανε τὴν παρελθοῦσαν ἑβδομάδα εἰς τὴν Ἀγγλίαν, ἐν ἡλικίᾳ 69 ἐτῶν. bbox=[493, 847, 732, 908]
advert-title: ΜΙΑ ΑΛΗΘΕΙΑ bbox=[544, 1189, 681, 1211]
section-heading: ΜΙΑ ΕΠΙΣΤΟΛΗ ΤΟΥ ΛΟΜΠΡΟΖΟ bbox=[69, 1182, 197, 1209]
paragraph: Γράφει ἐν τῷ Ἑλληνικὴ κοινότης ἐκ 2,000 ψυχῶν, ἀλλὰ διὰ νὰ μὴ διακοπῇ ἡ παράδοσις καὶ καταγωγή μας εἰς τὰς κοινοτικὰς ἡμῶν πράξεις μεταχειριζόμεθα καὶ τοὺς Τούρκους ὡς ἀδελφούς. bbox=[493, 647, 732, 738]
chapter-number: Ι bbox=[1401, 321, 1407, 336]
continued-note: (Συνέχεια ἐκ τοῦ χθεσινοῦ) bbox=[1327, 358, 1481, 372]
letter-signature: Κ. Λομπρόζο. bbox=[137, 1529, 226, 1544]
wedding-title: ΔΙΑ ΓΑΜΟΥΣ bbox=[1048, 1167, 1187, 1192]
continued-note: (Συνέχεια ἐκ τοῦ χθεσινοῦ) bbox=[56, 338, 210, 352]
advert-address: 15—Πλησίον Πραξιτέλους—15 bbox=[759, 1608, 969, 1623]
section-title-nea: ΝΕΑ bbox=[297, 335, 422, 390]
column-5-adverts bbox=[996, 148, 1239, 2237]
price-value: 0.80 bbox=[1212, 553, 1239, 568]
paragraph: Χαίρομαι ὅτι σᾶς δίδεται ἡ εὐκαιρία νὰ ἐπιβεβαιώσετε τὰ ἐπαγγέλματα τῶν πνευματιστῶν λεγομένων γεγονότων. bbox=[40, 1431, 226, 1507]
divider bbox=[996, 1480, 1239, 1483]
divider bbox=[996, 1158, 1239, 1161]
advert-text: Ἀναχωρεῖ ἐκ Πειραιῶς Πέμπτην 8ην π. μ. ἐκ Πατρῶν Σάββατον 8 π. μ. bbox=[996, 1122, 1239, 1152]
paragraph: Ὁ κ. Βιάνι καὶ ὁ ἀνεψιός του κ. Λομπρόζο ἦρχοντο τακτικῶς πρὸς τὴν πεστάδα μὲ τὴν ἰδέαν ὅτι κάποια πράγματα συμβαίνουν τὰ ὁποῖα δὲν ἠμποροῦν νὰ ἐξηγηθοῦν. bbox=[40, 557, 226, 663]
paragraph: —Πρέπει νὰ κοιμηθῇς. Ἔλα, κλεῖσε τὰ μάτια σου. bbox=[1251, 679, 1557, 710]
price-value: 0,20 bbox=[1212, 492, 1239, 507]
advert-text: 3ον) Τὸ κάτω πάτωμα τῆς ἐπὶ τῆς ὁδοῦ Ἀριστοτέλους ἀριθ. 33 οἰκίας, Πληροφορίαι παρὰ τῷ Ἰ. Γ. Τσιπάλδου, Σταδίου 3. bbox=[744, 1796, 984, 1857]
signature: Μαρία Ν. Ντερώτη bbox=[546, 536, 679, 551]
paragraph: Καὶ ὁ Κάρολος ἔκλεισε τὰ βλέφαρα του ἐκλαίοντος. bbox=[1251, 712, 1557, 742]
paragraph: Ὁ ἀστυνόμος ἐξήτασε τὸ ζήτημα καὶ εὗρεν ὅτι οἱ ἐργάται εἶχον ἐγκαταλείψει τὰ μηχανήματα πρὸ ὀλίγου. bbox=[238, 888, 481, 949]
advert-text: Ὅσοι ἀπηλπίσθησαν ἀπὸ πάντα ἄλλον ἰατρὸν καὶ ἐπιθυμοῦν ὑγείαν ἀσφαλῆ καὶ ταχεῖαν ἂς ἀποταθῶσιν εἰς τὸν ἰατρὸν bbox=[244, 1244, 475, 1305]
column-6-serial bbox=[1251, 147, 1569, 2237]
news-heading: ΜΥΣΤΗΡΙΩΔΕΣ ΔΥΣΤΥΧΗΜΑ bbox=[238, 760, 449, 776]
advert-footer: Ἀπουλῆτη ὑφασμάτων Ρετσίνα Τιμαὶ ὡρισμέναι bbox=[996, 618, 1239, 648]
advert-side-text: Ὁ καλύτερος ὁπλισμὸς τῆς ὀδόντος bbox=[903, 198, 973, 233]
price-unit: Δρ. bbox=[1175, 568, 1195, 583]
divider bbox=[996, 332, 1239, 333]
article-subtitle: ΠΡΟΣ ΠΕΡΙΣΤΟΛΗΝ ΤΩΝ ΕΛΩΔΩΝ ΝΟΣΩΝ bbox=[760, 465, 968, 490]
paragraph: Ἡ χήρα τοῦ Νικ. Γ. Ντερώτη, τοῦ ὁμογενοῦς Μακεδονικοῦ ἀγῶνος, ἀπέστειλε πρὸς τὴν Ὑπατον Ἀρμοστὴν τῆς Κρήτης κ. Ζαΐμην τὴν κατωτέρω ἐπιστολήν: bbox=[493, 223, 732, 298]
advert-text: Μὲ 10 μαθήματα δραχμὰς 3. Διὰ τοὺς παΐδας δραχ. 2. Τελεία ἐκμάθησις τῶν περιγραφῶν ἐπιδείξεων. bbox=[996, 731, 1239, 776]
paragraph: Ὁ Νοστραδάμος εὑρίσκετο ἐκεῖ. bbox=[1263, 939, 1460, 954]
line-subtitle: Νέα Ταχυδρ. γραμμὴ Βρενδισίου bbox=[1005, 1040, 1230, 1055]
divider bbox=[744, 952, 984, 955]
advert-text: Ἐνοικιάζεται τὸ ἐπὶ τῆς ὁδοῦ Σταδίου ἀριθ. 41 ἀνώγειον μὲ 8 δωμάτια. Πληροφορίαι παρὰ τῷ ἰδιοκτήτῃ. bbox=[996, 1656, 1239, 1716]
advert-text: Ζητήσατε ἀπὸ τὸ ἐργοστάσιον χαρτίνων κουτιῶν καὶ μπομπονιερῶν bbox=[996, 1213, 1239, 1243]
price-row bbox=[996, 569, 1239, 584]
pharmacy-address: Φειδίου 6—Σόλωνος 108 bbox=[1026, 974, 1209, 990]
paragraph: —Θέλεις νὰ κάμῃς ταξίδι; τὸν ἠρώτησε. bbox=[1263, 645, 1508, 660]
swim-school-title: ΚΟΛΥΜΒΗΤΙΚΗ ΣΧΟΛΗ bbox=[1029, 662, 1206, 678]
paragraph: Ὁ κ. Λομπρόζο δὲν ἐδράδυνε νὰ δημοσιεύσῃ ἐν ἄρθρον ἐν ἐπιθεωρήσει τῆς Ἰταλίας περὶ τῶν πειραμάτων τοῦ κ. Βιάνι· Δὲν ἐν τῶν ἐγγραφέντων· αὐτῶν τῶν μυστηριωδῶν φαινομένων. bbox=[40, 1577, 226, 1683]
price-item: Παντελονάκια μπάνιου bbox=[996, 553, 1140, 568]
paragraph: —Τί συμβαίνει; ἠρώτησεν ἀποτόμως. bbox=[1263, 809, 1490, 824]
advert-line: τῆς κ. Μαρίας Οἰκονόμου Κοπακάκη bbox=[501, 1280, 724, 1295]
paragraph: Ἡ Αἰκατερίνη, μετὰ χαμογέλωτος, ἀνοίξασα μίαν θύραν καὶ εἰσῆλθεν εἰς θάλαμον τετράγωνον ἀπὸ τὰ ὁποῖα κανδήλας. bbox=[1251, 373, 1557, 418]
article-title: ΟΘΩΜΑΝΟΙ bbox=[542, 566, 683, 592]
divider bbox=[238, 474, 481, 475]
advert-title: ΑΝΤΙΕΛΟΔΙΝΗ bbox=[897, 157, 999, 172]
price-unit: λεπ. bbox=[1176, 492, 1203, 507]
advert-text: Ἀτμάκατος ἠλεκτροφώτιστος, ταχύτητος 15 μιλίων τῆς Ἀτμοπλοΐας Σ. Ποπολονάρδου μεταβαίνει δὲ ἐπιβάτας, ἀναχωρεῖ: bbox=[996, 176, 1239, 236]
article-subtitle: ΑΙ ΕΠΙΚΟΙΝΩΝΙΑΙ ΤΩΝ ΠΝΕΥΜΑΤΩΝ —ΤΑ ΤΡΑΠΕΖΑΚΙΑ— ΑΙ ΜΥΣΤΗΡΙΩΔΕΙΣ ΔΥΝΑΜΕΙΣ—ΤΑ ΠΕΙΡΑΜΑΤΑ ΤΟΥ κ. ΦΛΑΜΜΑΡΙΩΝΟΣ bbox=[45, 260, 221, 333]
